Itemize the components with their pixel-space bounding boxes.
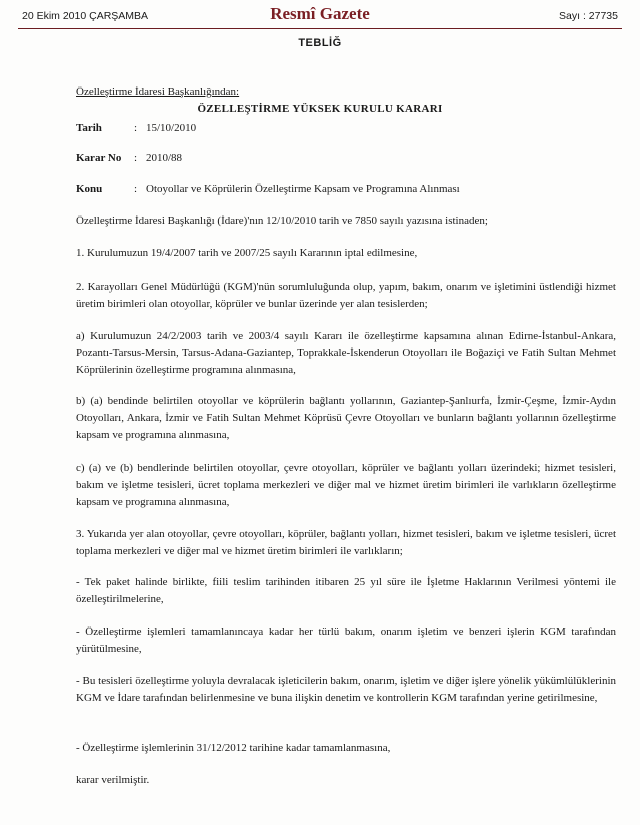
- meta-colon: :: [134, 152, 138, 164]
- paragraph-text: b) (a) bendinde belirtilen otoyollar ve köprülerin bağlantı yollarının, Gaziantep-Şanlıurfa, İzmir-Çeşme, İzmir-Aydın Otoyolları, Ankara, İzmir ve Fatih Sultan Mehmet Köprüsü Çevre Otoyolları ve bunların bağlantı yollarının özelleştirme kapsam ve programına alınmasına,: [76, 395, 616, 441]
- header-divider: [18, 28, 622, 29]
- meta-date-label: Tarih: [76, 122, 102, 134]
- issuer-line: Özelleştirme İdaresi Başkanlığından:: [76, 86, 240, 98]
- paragraph: [54, 213, 616, 230]
- issue-number: Sayı : 27735: [559, 10, 618, 22]
- paragraph-text: karar verilmiştir.: [76, 774, 150, 786]
- paragraph-text: a) Kurulumuzun 24/2/2003 tarih ve 2003/4 sayılı Kararı ile özelleştirme kapsamına alınan Edirne-İstanbul-Ankara, Pozantı-Tarsus-Mersin, Tarsus-Adana-Gaziantep, Toprakkale-İskenderun Otoyolları ile Boğaziçi ve Fatih Sultan Mehmet Köprülerinin özelleştirme programına alınmasına,: [76, 330, 616, 376]
- meta-subject-label: Konu: [76, 183, 103, 195]
- paragraph-text: 3. Yukarıda yer alan otoyollar, çevre otoyolları, köprüler, bağlantı yolları, hizmet tesisleri, bakım ve işletme tesisleri, ücret toplama merkezleri ve diğer mal ve hizmet üretim birimleri ile varlıkların;: [76, 528, 616, 557]
- paragraph-text: - Tek paket halinde birlikte, fiili teslim tarihinden itibaren 25 yıl süre ile İşletme Haklarının Verilmesi yöntemi ile özelleştirilmelerine,: [76, 576, 616, 605]
- decision-title: ÖZELLEŞTİRME YÜKSEK KURULU KARARI: [197, 103, 443, 115]
- meta-no-row: [76, 152, 182, 164]
- paragraph-text: - Özelleştirme işlemleri tamamlanıncaya kadar her türlü bakım, onarım işletim ve benzeri işlerin KGM tarafından yürütülmesine,: [76, 626, 616, 655]
- meta-no-label: Karar No: [76, 152, 122, 164]
- meta-date-value: 15/10/2010: [146, 122, 197, 134]
- paragraph: [54, 245, 616, 262]
- paragraph: [54, 393, 616, 444]
- paragraph: [54, 328, 616, 379]
- paragraph: [54, 772, 616, 789]
- paragraph-text: 2. Karayolları Genel Müdürlüğü (KGM)'nün sorumluluğunda olup, yapım, bakım, onarım ve işletimini üstlendiği hizmet üretim birimleri olan otoyollar, köprüler ve bunlar üzerinde yer alan tesislerden;: [76, 281, 616, 310]
- paragraph: [54, 279, 616, 313]
- paragraph-text: c) (a) ve (b) bendlerinde belirtilen otoyollar, çevre otoyolları, köprüler ve bağlantı yolları üzerindeki; hizmet tesisleri, bakım ve işletme tesisleri, ücret toplama merkezleri ve diğer mal ve hizmet üretim birimleri ile varlıkların özelleştirme kapsam ve programına alınmasına,: [76, 462, 616, 508]
- meta-colon: :: [134, 183, 138, 195]
- paragraph: [54, 574, 616, 608]
- paragraph: [54, 526, 616, 560]
- paragraph-text: - Özelleştirme işlemlerinin 31/12/2012 tarihine kadar tamamlanmasına,: [76, 742, 391, 754]
- paragraph: [54, 673, 616, 707]
- section-title: TEBLİĞ: [298, 37, 342, 49]
- page-header: [22, 2, 618, 28]
- header-date: 20 Ekim 2010 ÇARŞAMBA: [22, 10, 149, 22]
- paragraph-text: Özelleştirme İdaresi Başkanlığı (İdare)'nın 12/10/2010 tarih ve 7850 sayılı yazısına istinaden;: [76, 215, 488, 227]
- gazette-title: Resmî Gazete: [270, 4, 370, 23]
- paragraph: [54, 624, 616, 658]
- meta-subject-row: [76, 183, 460, 195]
- meta-subject-value: Otoyollar ve Köprülerin Özelleştirme Kapsam ve Programına Alınması: [146, 183, 460, 195]
- paragraph-text: - Bu tesisleri özelleştirme yoluyla devralacak işleticilerin bakım, onarım, işletim ve diğer işlere yönelik yükümlülüklerinin KGM ve İdare tarafından belirlenmesine ve buna ilişkin denetim ve kontrollerin KGM tarafından yerine getirilmesine,: [76, 675, 616, 704]
- paragraph: [54, 460, 616, 511]
- meta-no-value: 2010/88: [146, 152, 183, 164]
- paragraph: [54, 740, 616, 757]
- meta-colon: :: [134, 122, 138, 134]
- meta-date-row: [76, 122, 196, 134]
- paragraph-text: 1. Kurulumuzun 19/4/2007 tarih ve 2007/25 sayılı Kararının iptal edilmesine,: [76, 247, 418, 259]
